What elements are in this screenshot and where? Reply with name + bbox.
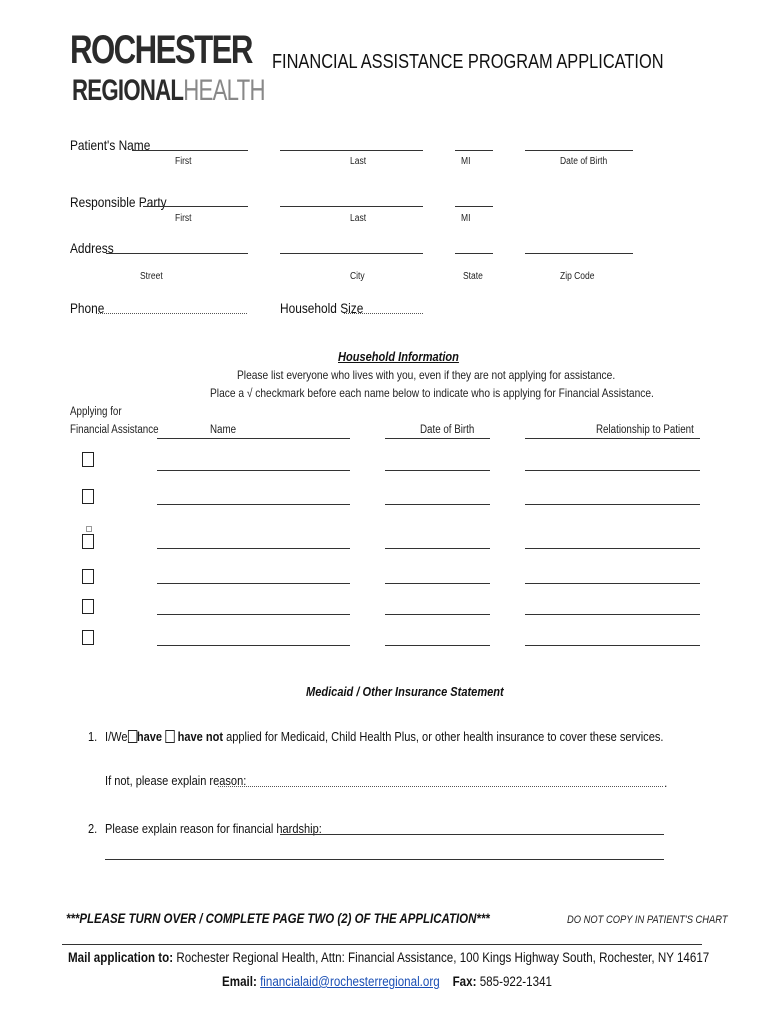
- household-heading: Household Information: [338, 349, 459, 364]
- address-state-sublabel: State: [463, 271, 483, 282]
- household-instruction-2: Place a √ checkmark before each name below to indicate who is applying for Financial Assistance.: [210, 386, 654, 400]
- address-zip-field[interactable]: [525, 253, 633, 254]
- q2-field-line-2[interactable]: [105, 859, 664, 860]
- logo-rochester: ROCHESTER: [70, 28, 252, 72]
- mail-address: Rochester Regional Health, Attn: Financial Assistance, 100 Kings Highway South, Rochester, NY 14617: [176, 950, 710, 965]
- patient-last-sublabel: Last: [350, 156, 367, 167]
- member-dob-field-5[interactable]: [385, 614, 490, 615]
- logo-health: HEALTH: [183, 74, 265, 107]
- mail-label: Mail application to:: [68, 950, 174, 965]
- q1-number: 1.: [88, 729, 98, 744]
- do-not-copy-notice: DO NOT COPY IN PATIENT'S CHART: [567, 914, 728, 926]
- member-dob-field-2[interactable]: [385, 504, 490, 505]
- patient-mi-sublabel: MI: [461, 156, 471, 167]
- stray-mark: [86, 526, 92, 532]
- address-state-field[interactable]: [455, 253, 493, 254]
- contact-line: [222, 974, 552, 989]
- q1-explain-field[interactable]: [218, 786, 663, 787]
- member-dob-field-6[interactable]: [385, 645, 490, 646]
- col-dob-header: Date of Birth: [420, 424, 475, 436]
- member-name-field-5[interactable]: [157, 614, 350, 615]
- responsible-last-sublabel: Last: [350, 213, 367, 224]
- applying-checkbox-3[interactable]: [82, 534, 94, 549]
- member-name-field-1[interactable]: [157, 470, 350, 471]
- col-applying-line2: Financial Assistance: [70, 424, 159, 436]
- logo-regional-health: [72, 76, 265, 106]
- applying-checkbox-2[interactable]: [82, 489, 94, 504]
- q2-number: 2.: [88, 821, 98, 836]
- fax-value: 585-922-1341: [479, 974, 553, 989]
- header-relationship-rule: [525, 438, 700, 439]
- q1-statement: [105, 729, 663, 744]
- address-zip-sublabel: Zip Code: [560, 271, 595, 282]
- header-dob-rule: [385, 438, 490, 439]
- email-link[interactable]: financialaid@rochesterregional.org: [260, 974, 440, 989]
- col-applying-line1: Applying for: [70, 406, 122, 418]
- patient-first-field[interactable]: [132, 150, 248, 151]
- q1-explain-period: .: [664, 776, 668, 790]
- q1-prefix: I/We: [105, 729, 128, 744]
- responsible-last-field[interactable]: [280, 206, 423, 207]
- q1-explain-label: If not, please explain reason:: [105, 773, 247, 788]
- applying-checkbox-1[interactable]: [82, 452, 94, 467]
- responsible-first-sublabel: First: [175, 213, 192, 224]
- col-relationship-header: Relationship to Patient: [596, 424, 694, 436]
- responsible-mi-sublabel: MI: [461, 213, 471, 224]
- member-name-field-3[interactable]: [157, 548, 350, 549]
- address-city-sublabel: City: [350, 271, 365, 282]
- q1-have-label: have: [136, 729, 163, 744]
- household-size-field[interactable]: [344, 313, 423, 314]
- q2-field-line-1[interactable]: [280, 834, 664, 835]
- q2-label: Please explain reason for financial hardship:: [105, 821, 322, 836]
- member-dob-field-1[interactable]: [385, 470, 490, 471]
- turn-over-notice: ***PLEASE TURN OVER / COMPLETE PAGE TWO (2) OF THE APPLICATION***: [66, 911, 490, 926]
- patient-mi-field[interactable]: [455, 150, 493, 151]
- col-name-header: Name: [210, 424, 237, 436]
- address-city-field[interactable]: [280, 253, 423, 254]
- member-name-field-2[interactable]: [157, 504, 350, 505]
- footer-divider: [62, 944, 702, 945]
- q1-have-not-label: have not: [177, 729, 224, 744]
- address-street-field[interactable]: [106, 253, 248, 254]
- member-relationship-field-6[interactable]: [525, 645, 700, 646]
- responsible-party-label: Responsible Party: [70, 194, 167, 210]
- member-relationship-field-5[interactable]: [525, 614, 700, 615]
- patient-dob-field[interactable]: [525, 150, 633, 151]
- address-label: Address: [70, 240, 114, 256]
- header-name-rule: [157, 438, 350, 439]
- member-relationship-field-3[interactable]: [525, 548, 700, 549]
- member-relationship-field-1[interactable]: [525, 470, 700, 471]
- insurance-heading: Medicaid / Other Insurance Statement: [306, 684, 504, 699]
- patient-first-sublabel: First: [175, 156, 192, 167]
- household-instruction-1: Please list everyone who lives with you, even if they are not applying for assistance.: [237, 368, 616, 382]
- phone-field[interactable]: [96, 313, 247, 314]
- q1-have-checkbox[interactable]: [128, 730, 137, 743]
- address-street-sublabel: Street: [140, 271, 163, 282]
- phone-label: Phone: [70, 300, 105, 316]
- email-label: Email:: [222, 974, 257, 989]
- member-relationship-field-2[interactable]: [525, 504, 700, 505]
- q1-have-not-checkbox[interactable]: [165, 730, 174, 743]
- patient-last-field[interactable]: [280, 150, 423, 151]
- member-name-field-4[interactable]: [157, 583, 350, 584]
- member-name-field-6[interactable]: [157, 645, 350, 646]
- member-relationship-field-4[interactable]: [525, 583, 700, 584]
- logo-regional: REGIONAL: [72, 74, 184, 107]
- responsible-mi-field[interactable]: [455, 206, 493, 207]
- q1-rest: applied for Medicaid, Child Health Plus, or other health insurance to cover these services.: [226, 729, 664, 744]
- patient-name-label: Patient's Name: [70, 137, 151, 153]
- responsible-first-field[interactable]: [143, 206, 248, 207]
- applying-checkbox-6[interactable]: [82, 630, 94, 645]
- household-size-label: Household Size: [280, 300, 364, 316]
- fax-label: Fax:: [452, 974, 477, 989]
- mail-line: [68, 950, 709, 965]
- member-dob-field-4[interactable]: [385, 583, 490, 584]
- patient-dob-sublabel: Date of Birth: [560, 156, 608, 167]
- applying-checkbox-5[interactable]: [82, 599, 94, 614]
- member-dob-field-3[interactable]: [385, 548, 490, 549]
- applying-checkbox-4[interactable]: [82, 569, 94, 584]
- page-title: FINANCIAL ASSISTANCE PROGRAM APPLICATION: [272, 51, 664, 73]
